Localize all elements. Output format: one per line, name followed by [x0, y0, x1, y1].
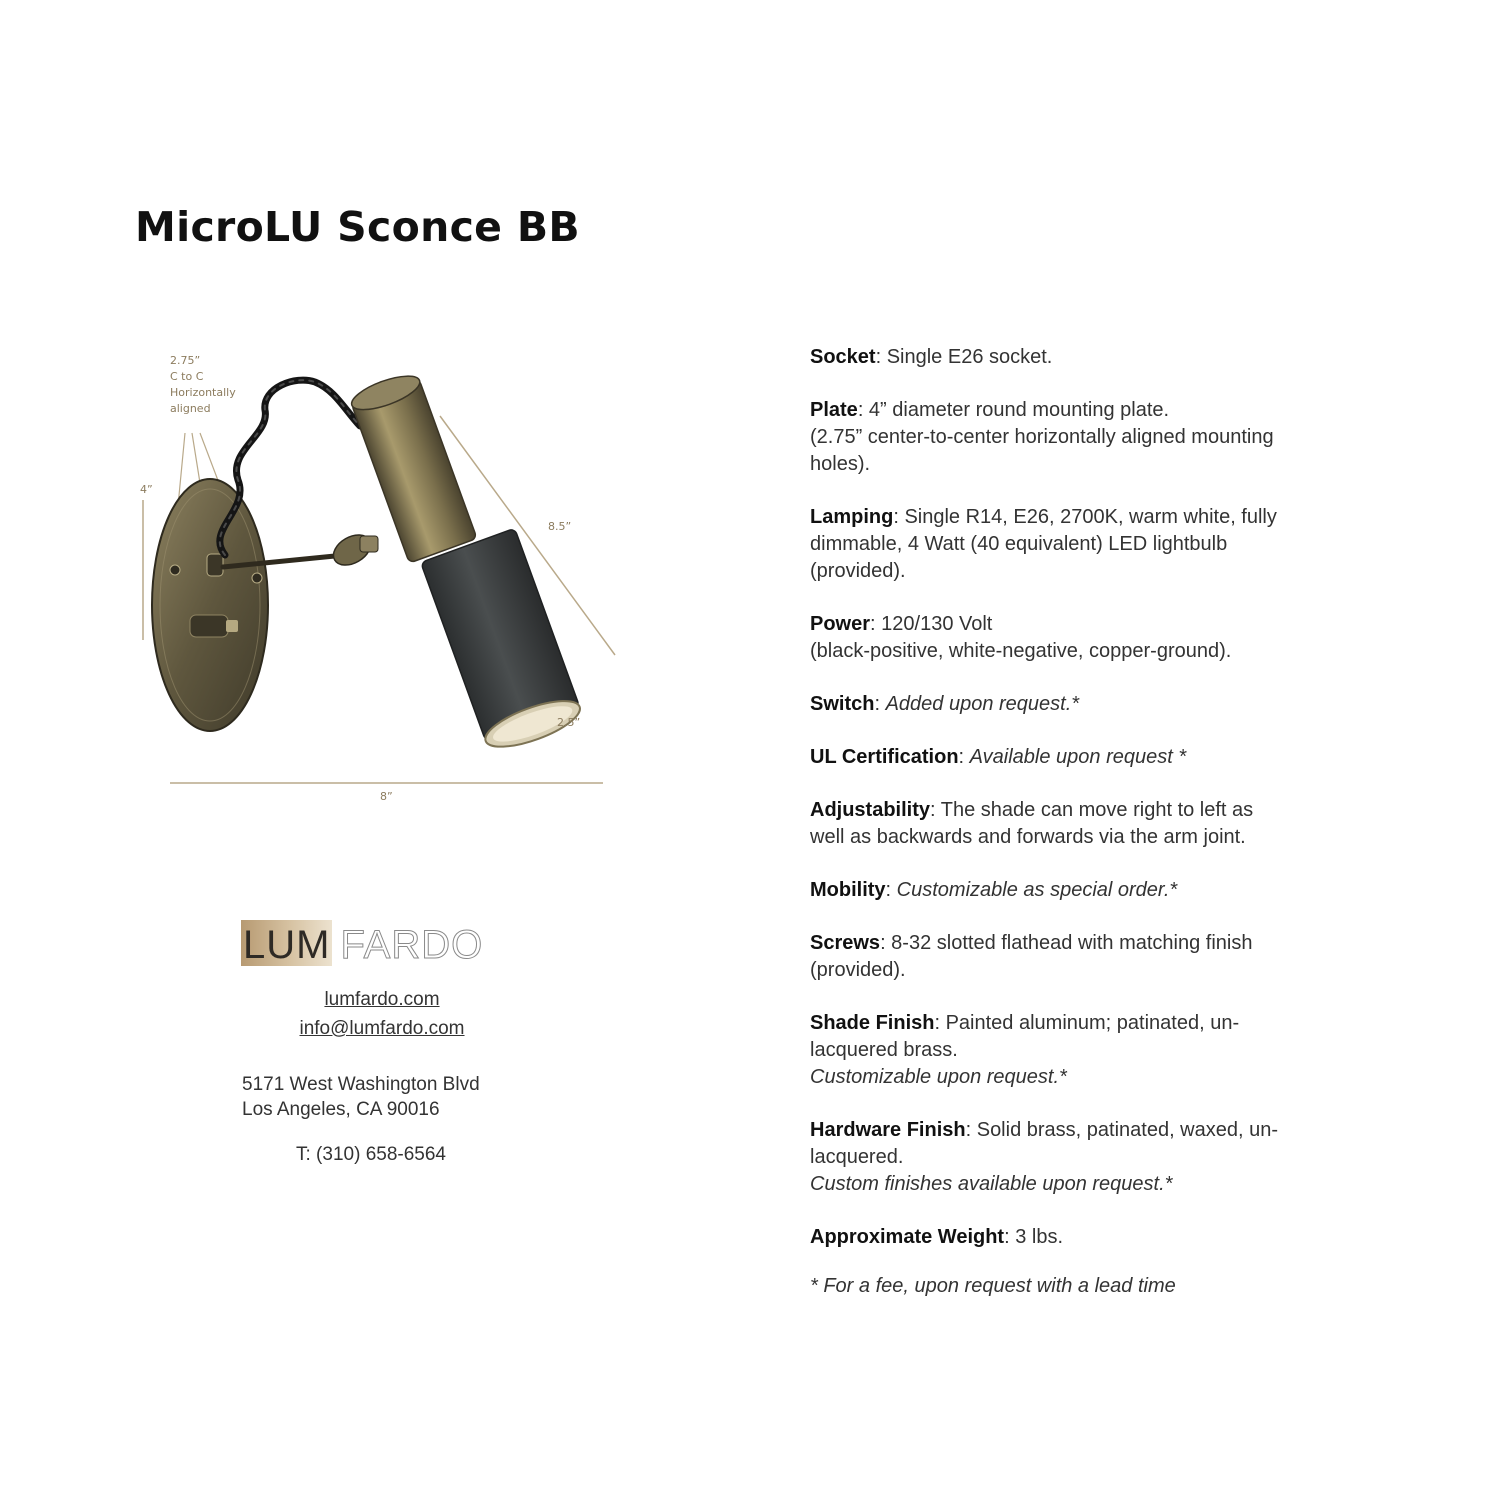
spec-shade-finish	[810, 1010, 1280, 1091]
spec-value: : Painted aluminum; patinated, un-lacquered brass.	[810, 1012, 1240, 1061]
dim-label-shade: 2.5”	[557, 716, 581, 729]
spec-value-italic: Added upon request.*	[885, 693, 1080, 715]
brand-logo	[241, 920, 483, 972]
spec-value: (black-positive, white-negative, copper-ground).	[810, 640, 1232, 662]
address-line-1: 5171 West Washington Blvd	[242, 1074, 480, 1095]
spec-mobility	[810, 877, 1280, 904]
spec-switch	[810, 691, 1280, 718]
product-image	[130, 340, 630, 810]
spec-adjustability	[810, 797, 1280, 851]
spec-value: : Single E26 socket.	[875, 346, 1053, 368]
spec-hardware-finish	[810, 1117, 1280, 1198]
spec-label: Mobility	[810, 879, 886, 901]
spec-label: Approximate Weight	[810, 1226, 1005, 1248]
spec-value: : 3 lbs.	[1004, 1226, 1064, 1248]
spec-lamping	[810, 504, 1280, 585]
mounting-plate	[152, 479, 268, 731]
address-line-2: Los Angeles, CA 90016	[242, 1099, 440, 1120]
email-link[interactable]: info@lumfardo.com	[299, 1018, 465, 1039]
spec-socket	[810, 344, 1280, 371]
spec-value-italic: Customizable upon request.*	[810, 1066, 1067, 1088]
callout-line-2: C to C	[170, 370, 204, 383]
spec-label: Adjustability	[810, 799, 931, 821]
website-link[interactable]: lumfardo.com	[324, 989, 440, 1010]
dim-label-height: 4”	[140, 483, 153, 496]
spec-label: Power	[810, 613, 871, 635]
page-title: MicroLU Sconce BB	[135, 203, 580, 251]
spec-label: Plate	[810, 399, 858, 421]
spec-approximate-weight	[810, 1224, 1280, 1251]
sconce-drawing	[130, 340, 630, 810]
spec-list	[810, 344, 1280, 1300]
spec-label: Switch	[810, 693, 875, 715]
spec-value: : 120/130 Volt	[870, 613, 993, 635]
spec-value-italic: Customizable as special order.*	[896, 879, 1178, 901]
arm-joint	[328, 529, 378, 572]
spec-label: Screws	[810, 932, 881, 954]
logo-part-2: FARDO	[340, 923, 484, 967]
address-block	[242, 1072, 480, 1122]
contact-links	[200, 985, 564, 1043]
spec-value: :	[958, 746, 970, 768]
spec-value: : Single R14, E26, 2700K, warm white, fully dimmable, 4 Watt (40 equivalent) LED lightbulb (provided).	[810, 506, 1277, 582]
spec-value: :	[885, 879, 897, 901]
spec-value: : The shade can move right to left as well as backwards and forwards via the arm joint.	[810, 799, 1254, 848]
phone-number: T: (310) 658-6564	[296, 1144, 446, 1165]
spec-value: (2.75” center-to-center horizontally aligned mounting holes).	[810, 426, 1274, 475]
dim-label-length: 8.5”	[548, 520, 572, 533]
callout-line-1: 2.75”	[170, 354, 201, 367]
spec-plate	[810, 397, 1280, 478]
spec-label: Hardware Finish	[810, 1119, 966, 1141]
callout-line-3: Horizontally	[170, 386, 236, 399]
dim-label-width: 8”	[380, 790, 393, 803]
spec-ul-certification	[810, 744, 1280, 771]
spec-screws	[810, 930, 1280, 984]
spec-power	[810, 611, 1280, 665]
brass-tube	[348, 369, 477, 563]
logo-part-1: LUM	[241, 920, 332, 966]
spec-label: Lamping	[810, 506, 894, 528]
spec-value-italic: Available upon request *	[969, 746, 1187, 768]
spec-label: UL Certification	[810, 746, 959, 768]
callout-line-4: aligned	[170, 402, 211, 415]
footnote: * For a fee, upon request with a lead time	[810, 1275, 1176, 1297]
spec-value: : 8-32 slotted flathead with matching finish (provided).	[810, 932, 1253, 981]
spec-value-italic: Custom finishes available upon request.*	[810, 1173, 1173, 1195]
spec-value: :	[874, 693, 886, 715]
spec-label: Shade Finish	[810, 1012, 935, 1034]
spec-value: : 4” diameter round mounting plate.	[857, 399, 1170, 421]
spec-value: : Solid brass, patinated, waxed, un-lacquered.	[810, 1119, 1279, 1168]
spec-label: Socket	[810, 346, 876, 368]
